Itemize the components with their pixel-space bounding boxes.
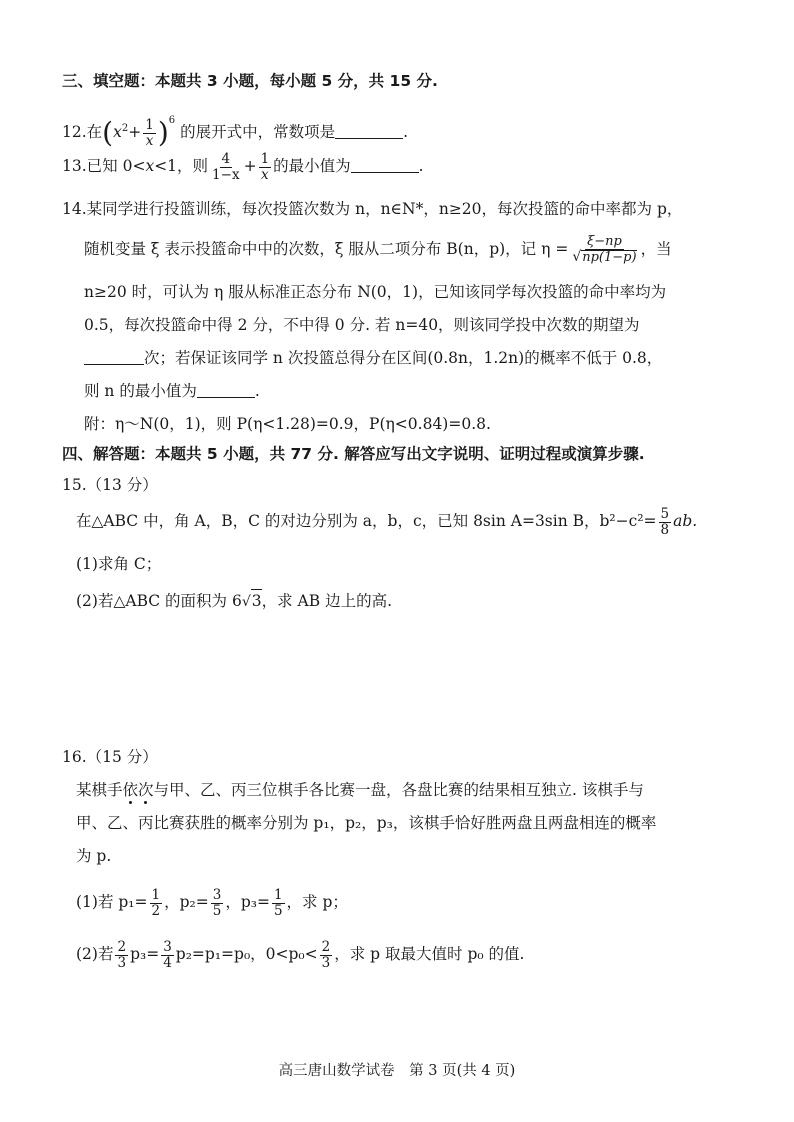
question-16-line-2: 甲、乙、丙比赛获胜的概率分别为 p₁，p₂，p₃，该棋手恰好胜两盘且两盘相连的概率 xyxy=(76,814,657,832)
q12-plus: + xyxy=(128,123,142,141)
question-16-header: 16.（15 分） xyxy=(62,748,158,766)
q15-stem-text: 在△ABC 中，角 A，B，C 的对边分别为 a，b，c，已知 8sin A=3sin B，b²−c²= xyxy=(76,512,657,530)
question-16-part-1 xyxy=(76,884,348,920)
q15-sqrt-value: 3 xyxy=(251,589,262,612)
q15-fraction: $\frac{5}{8}$ xyxy=(660,506,670,538)
q16-part-1-pre: (1)若 p₁= xyxy=(76,893,148,911)
q12-var: x xyxy=(113,123,122,141)
question-15-part-1: (1)求角 C； xyxy=(76,555,162,573)
question-13 xyxy=(62,150,424,182)
section-3-heading: 三、填空题：本题共 3 小题，每小题 5 分，共 15 分. xyxy=(62,72,438,90)
q12-exp2: 2 xyxy=(121,122,129,134)
q12-prefix: 在 xyxy=(86,123,103,141)
question-16-part-2 xyxy=(76,936,524,972)
q15-part-2-text: (2)若△ABC 的面积为 6 xyxy=(76,592,242,610)
q14-line-5-text: 次；若保证该同学 n 次投篮总得分在区间(0.8n，1.2n)的概率不低于 0.8， xyxy=(144,349,663,367)
q12-number: 12. xyxy=(62,123,87,141)
question-14-line-3: n≥20 时，可认为 η 服从标准正态分布 N(0，1)，已知该同学每次投篮的命中率均为 xyxy=(84,283,667,301)
section-4-heading: 四、解答题：本题共 5 小题，共 77 分. 解答应写出文字说明、证明过程或演算步骤. xyxy=(62,445,645,463)
q13-mid: <1，则 xyxy=(154,157,209,175)
q16-p2-fraction: $\frac{3}{5}$ xyxy=(212,887,222,919)
question-15-header: 15.（13 分） xyxy=(62,476,158,494)
q13-number: 13. xyxy=(62,157,87,175)
q16-p3-fraction: $\frac{1}{5}$ xyxy=(273,887,283,919)
q12-text: 的展开式中，常数项是 xyxy=(180,123,336,141)
question-12: 12.在($x^2+$ $\frac{1}{x}$ )$^6$ 的展开式中，常数项是 . xyxy=(62,115,409,149)
q13-var: x xyxy=(145,157,155,175)
q16-part-1-post: ，求 p； xyxy=(286,893,348,911)
question-14-line-5 xyxy=(84,347,662,369)
q15-stem-end: ab. xyxy=(673,512,698,530)
q16-part-2-mid2: p₂=p₁=p₀，0<p₀< xyxy=(175,945,318,963)
q16-b-fraction: $\frac{3}{4}$ xyxy=(163,939,172,971)
q16-part-2-mid1: p₃= xyxy=(130,945,160,963)
q13-text: 的最小值为 xyxy=(273,157,351,175)
question-14-line-6 xyxy=(84,380,260,402)
q14-line-6-end: . xyxy=(254,382,260,400)
q16-emphasis-1: 依 xyxy=(122,781,139,799)
q15-part-2-end: ，求 AB 边上的高. xyxy=(261,592,392,610)
question-14-line-1 xyxy=(62,198,682,220)
q14-line-6-text: 则 n 的最小值为 xyxy=(84,382,197,400)
question-16-line-1 xyxy=(76,779,644,801)
q14-line-1-text: 某同学进行投篮训练，每次投篮次数为 n，n∈N*，n≥20，每次投篮的命中率都为 p， xyxy=(86,200,683,218)
q16-a-fraction: $\frac{2}{3}$ xyxy=(117,939,127,971)
q16-part-1-mid1: ，p₂= xyxy=(164,893,209,911)
q13-fraction-2: $\frac{1}{x}$ xyxy=(260,151,270,183)
q16-line-1-d: 与甲、乙、丙三位棋手各比赛一盘，各盘比赛的结果相互独立. 该棋手与 xyxy=(153,781,644,799)
q14-number: 14. xyxy=(62,200,87,218)
q14-answer-blank-1[interactable] xyxy=(84,364,144,365)
question-14-line-4: 0.5，每次投篮命中得 2 分，不中得 0 分. 若 n=40，则该同学投中次数的期望为 xyxy=(84,316,640,334)
q16-part-2-pre: (2)若 xyxy=(76,945,114,963)
q16-part-1-mid2: ，p₃= xyxy=(225,893,270,911)
q12-answer-blank[interactable] xyxy=(335,138,403,139)
question-16-line-3: 为 p. xyxy=(76,847,112,865)
q12-end: . xyxy=(403,123,409,141)
q13-answer-blank[interactable] xyxy=(351,172,419,173)
question-14-line-2 xyxy=(84,231,672,267)
question-15-stem xyxy=(76,504,697,538)
q16-emphasis-2: 次 xyxy=(138,781,154,799)
q12-fraction: $\frac{1}{x}$ xyxy=(145,117,154,149)
q13-fraction-1: $\frac{4}{1-x}$ xyxy=(212,151,240,183)
q14-answer-blank-2[interactable] xyxy=(197,397,255,398)
q14-eta-fraction: $\frac{\xi-np}{√np(1-p)}$ xyxy=(572,234,637,265)
q14-line-2-end: ，当 xyxy=(640,240,672,258)
q14-line-2-text: 随机变量 ξ 表示投篮命中中的次数，ξ 服从二项分布 B(n，p)，记 η = xyxy=(84,240,569,258)
page-footer: 高三唐山数学试卷 第 3 页(共 4 页) xyxy=(278,1063,516,1079)
question-15-part-2: (2)若△ABC 的面积为 6√3，求 AB 边上的高. xyxy=(76,589,392,613)
question-14-appendix: 附：η～N(0，1)，则 P(η<1.28)=0.9，P(η<0.84)=0.8. xyxy=(84,415,491,433)
q16-part-2-post: ，求 p 取最大值时 p₀ 的值. xyxy=(334,945,525,963)
q16-c-fraction: $\frac{2}{3}$ xyxy=(321,939,331,971)
q13-plus: + xyxy=(243,157,257,175)
q16-line-1-a: 某棋手 xyxy=(76,781,123,799)
q16-p1-fraction: $\frac{1}{2}$ xyxy=(151,887,161,919)
q12-exp6: 6 xyxy=(168,115,176,126)
q13-end: . xyxy=(418,157,424,175)
q13-prefix: 已知 0< xyxy=(86,157,146,175)
